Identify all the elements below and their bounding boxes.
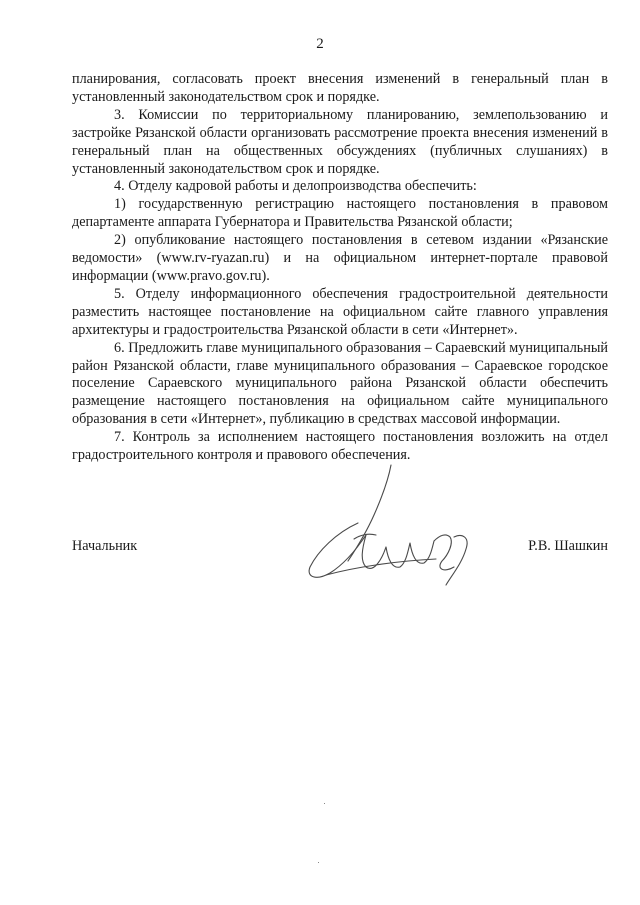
signatory-name: Р.В. Шашкин xyxy=(528,538,608,554)
scan-speck xyxy=(324,803,325,804)
scan-speck xyxy=(318,862,319,863)
page-number: 2 xyxy=(316,36,324,52)
signatory-position: Начальник xyxy=(72,538,138,554)
handwritten-signature xyxy=(296,463,486,593)
paragraph-item-3: 3. Комиссии по территориальному планированию, землепользованию и застройке Рязанской области организовать рассмотрение проекта внесения изменений в генеральный план на общественных обсуждениях (публичных слушаниях) в установленный законодательством срок и порядке. xyxy=(72,106,608,177)
paragraph-item-7: 7. Контроль за исполнением настоящего постановления возложить на отдел градостроительного контроля и правового обеспечения. xyxy=(72,429,608,464)
paragraph-item-5: 5. Отделу информационного обеспечения градостроительной деятельности разместить настоящее постановление на официальном сайте главного управления архитектуры и градостроительства Рязанской области в сети «Интернет». xyxy=(72,285,608,338)
document-body xyxy=(72,71,608,465)
paragraph-continuation: планирования, согласовать проект внесения изменений в генеральный план в установленный законодательством срок и порядке. xyxy=(72,71,608,105)
paragraph-item-4-2: 2) опубликование настоящего постановления в сетевом издании «Рязанские ведомости» (www.rv-ryazan.ru) и на официальном интернет-портале правовой информации (www.pravo.gov.ru). xyxy=(72,232,608,284)
paragraph-item-6: 6. Предложить главе муниципального образования – Сараевский муниципальный район Рязанской области, главе муниципального образования – Сараевское городское поселение Сараевского муниципального района Рязанской области обеспечить размещение настоящего постановления на официальном сайте муниципального образования в сети «Интернет», публикацию в средствах массовой информации. xyxy=(72,339,608,428)
paragraph-item-4-1: 1) государственную регистрацию настоящего постановления в правовом департаменте аппарата Губернатора и Правительства Рязанской области; xyxy=(72,196,608,231)
paragraph-item-4: 4. Отделу кадровой работы и делопроизводства обеспечить: xyxy=(114,178,477,195)
